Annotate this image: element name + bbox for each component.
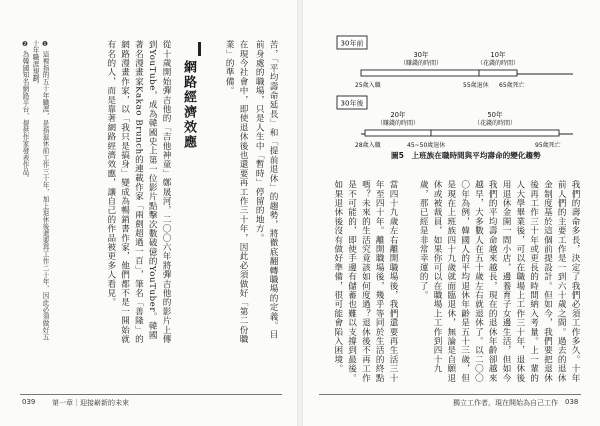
top-work-note: （賺錢的時間） — [399, 60, 443, 67]
figure-caption: 圖5 上班族在職時間與平均壽命的變化趨勢 — [391, 151, 541, 160]
top-mid-label: 55歲退休 — [463, 82, 489, 89]
left-continuation-text: 苦，「平均壽命延長」和「提前退休」的趨勢，將徹底翻轉職場的定義。目前身處的職場，只是人生中「暫時」停留的地方。 — [254, 40, 278, 340]
footnote-1: ❶ 這裡指的五十年職涯，是指退休前工作三十年，加上退休後還要再工作二十年，因此必須做好五十年職涯規劃。 — [31, 40, 49, 341]
footnotes — [20, 40, 50, 345]
top-end-label: 65歲死亡 — [499, 82, 525, 89]
left-continuation-text-2: 在現今社會中，即使退休後也還要再工作三十年，因此必須做好「第二份職業」的準備。 — [224, 40, 248, 344]
bottom-tag: 30年後 — [340, 99, 364, 108]
top-work-segment — [361, 70, 479, 76]
footnote-2: ❷ 為韓國知名網路平台，提供作家發表作品。 — [21, 40, 29, 182]
top-leisure-note: （花錢的時間） — [476, 60, 520, 67]
bottom-leisure-note: （花錢的時間） — [473, 120, 517, 127]
right-page-number: 038 — [565, 398, 579, 406]
right-page — [303, 0, 600, 426]
top-work-years: 30年 — [413, 51, 429, 59]
bottom-mid-label: 45~50歲退休 — [407, 142, 446, 149]
top-leisure-segment — [479, 70, 517, 76]
section-heading: 網路經濟效應 — [181, 60, 196, 150]
bottom-leisure-years: 50年 — [487, 111, 503, 119]
bottom-start-label: 28歲入職 — [355, 142, 381, 149]
left-footer-rule — [20, 394, 282, 395]
left-body-text: 從十歲開始彈吉他的「吉他神童」鄭晟河，二〇〇六年將彈吉他的影片上傳到YouTube，成為韓國史上第一位影片點擊次數破億的YouTuber。韓國著名漫畫家Kakao Brunch的連載作家「兩劍超過一百」，筆名「善隆」的網路漫畫作家，以「我只是搞身」變成為暢銷書作家，他們都不是一開始就有名的人，而是靠著網路經濟效應，讓自己的作品被更多人看見。 — [105, 40, 171, 344]
right-footer-rule — [319, 394, 581, 395]
left-page-number: 039 — [22, 398, 36, 406]
right-running-head: 獨立工作者，現在開始為自己工作 — [453, 399, 558, 407]
left-page — [0, 0, 297, 426]
heading-bar — [198, 42, 201, 56]
bottom-work-note: （賺錢的時間） — [376, 120, 420, 127]
top-leisure-years: 10年 — [490, 51, 506, 59]
top-tag: 30年前 — [340, 39, 364, 48]
bottom-leisure-segment — [431, 130, 559, 136]
right-body-text-2: 當四十九歲左右離開職場後，我們還要再生活三十年至四十年。離開職場後，幾乎等同於生活的終點嗎？未來的生活究竟該如何度過？退休後不再工作是不可能的，即使手邊有儲蓄也難以支撐到最後。如果退休後沒有做好準備，很可能會陷入困境。 — [332, 180, 398, 383]
bottom-work-segment — [365, 130, 431, 136]
left-running-head: 第一章｜迎接嶄新的未來 — [52, 399, 129, 407]
bottom-end-label: 95歲死亡 — [535, 142, 561, 149]
bottom-work-years: 20年 — [390, 111, 406, 119]
right-body-text: 我們的壽命多長，決定了我們必須工作多久。十年前人們的主要工作是一到六十歲之間。過去的退休金制度基於這個前提設計。但如今，我們要把退休後再工作三十年或更長的時間納入考量。上一輩的人大學畢業後，可以在職場上工作三十年，退休後用退休金開一間小店，邊養育子女邊生活，但如今我們的平均壽命越來越長，現在的退休年齡卻越來越早，大多數人在五十歲左右就退休了。以二〇〇〇年為例，韓國人的平均退休年齡是五十三歲，但是現在上班族四十九歲就面臨退休，無論是自願退休或被裁員，如果你可以在職場上工作到四十九歲，那已經是非常幸運的了。 — [418, 180, 580, 383]
top-start-label: 25歲入職 — [355, 82, 381, 89]
